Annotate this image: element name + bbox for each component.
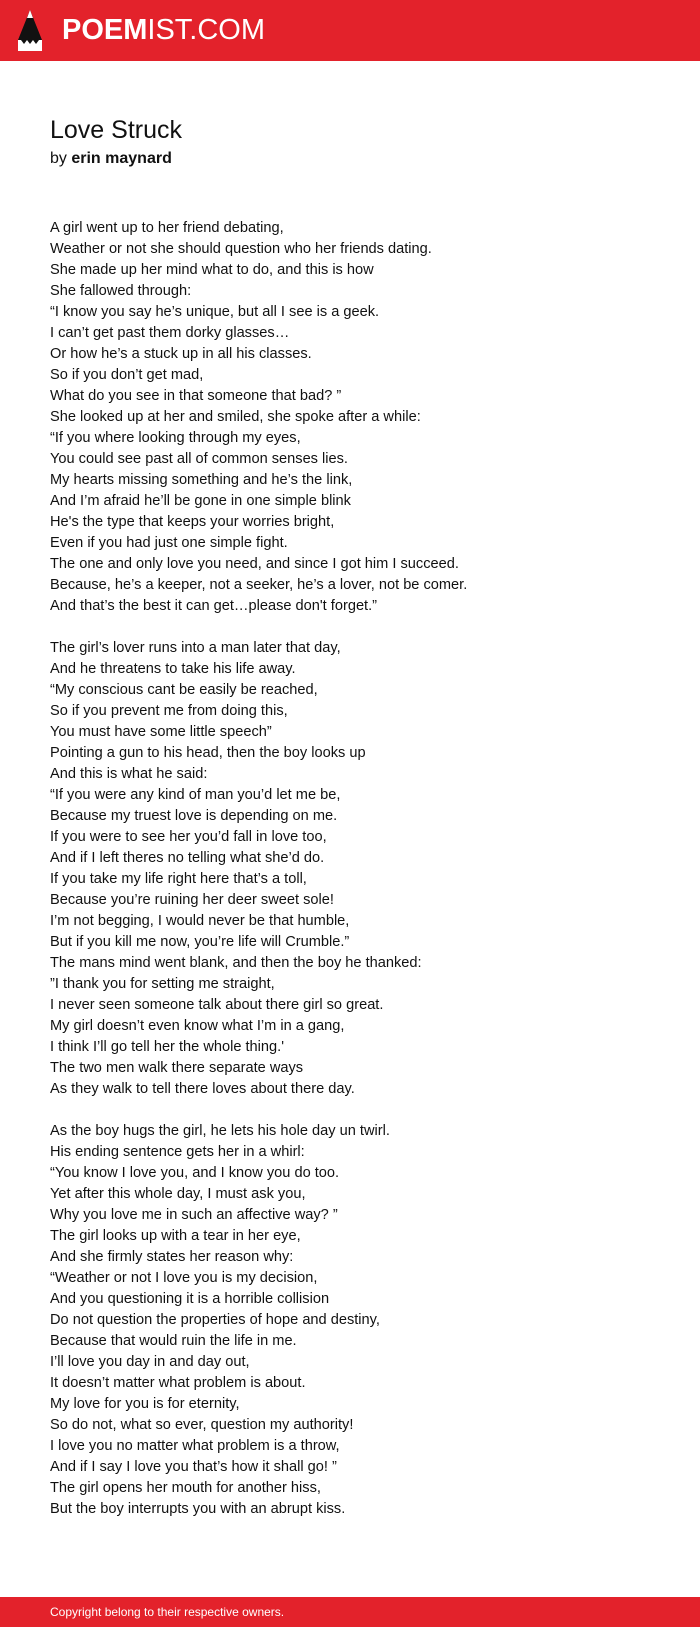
poem-line: I’m not begging, I would never be that humble, [50, 913, 350, 929]
poem-line: And I’m afraid he’ll be gone in one simple blink [50, 493, 351, 509]
poem-title: Love Struck [50, 116, 183, 144]
poem-body [50, 218, 670, 1541]
poem-line: I’ll love you day in and day out, [50, 1354, 250, 1370]
poem-line: The girl’s lover runs into a man later that day, [50, 640, 341, 656]
poem-line: Because that would ruin the life in me. [50, 1333, 297, 1349]
pencil-tip-icon[interactable] [18, 10, 42, 51]
poem-line: “You know I love you, and I know you do too. [50, 1165, 340, 1181]
poem-line: As they walk to tell there loves about there day. [50, 1081, 355, 1097]
poem-line: The one and only love you need, and since I got him I succeed. [50, 556, 459, 572]
poem-line: Because you’re ruining her deer sweet sole! [50, 892, 334, 908]
poem-line: The girl looks up with a tear in her eye, [50, 1228, 301, 1244]
poem-line: And you questioning it is a horrible collision [50, 1291, 330, 1307]
poem-line: Weather or not she should question who her friends dating. [50, 241, 432, 257]
byline [50, 148, 660, 170]
poem-line: Even if you had just one simple fight. [50, 535, 288, 551]
poem-header [50, 112, 660, 170]
poem-line: What do you see in that someone that bad? ” [50, 388, 342, 404]
poem-line: “My conscious cant be easily be reached, [50, 682, 318, 698]
poem-line: The girl opens her mouth for another hiss, [50, 1480, 321, 1496]
poem-line: ”I thank you for setting me straight, [50, 976, 275, 992]
poem-line: Why you love me in such an affective way? ” [50, 1207, 338, 1223]
poem-line: I love you no matter what problem is a throw, [50, 1438, 340, 1454]
poem-line: You could see past all of common senses lies. [50, 451, 348, 467]
poem-line: My girl doesn’t even know what I’m in a gang, [50, 1018, 345, 1034]
poem-line: Yet after this whole day, I must ask you, [50, 1186, 306, 1202]
poem-line: If you were to see her you’d fall in love too, [50, 829, 327, 845]
poem-line: I never seen someone talk about there girl so great. [50, 997, 384, 1013]
poem-line: As the boy hugs the girl, he lets his hole day un twirl. [50, 1123, 390, 1139]
poem-line: His ending sentence gets her in a whirl: [50, 1144, 305, 1160]
poem-line: And if I say I love you that’s how it shall go! ” [50, 1459, 337, 1475]
poem-stanza [50, 638, 670, 1100]
poem-line: And he threatens to take his life away. [50, 661, 296, 677]
poem-line: She fallowed through: [50, 283, 192, 299]
poem-line: Do not question the properties of hope and destiny, [50, 1312, 380, 1328]
poem-line: My love for you is for eternity, [50, 1396, 240, 1412]
poem-line: But if you kill me now, you’re life will Crumble.” [50, 934, 350, 950]
brand-bold: POEM [62, 14, 148, 46]
by-label: by [50, 150, 67, 167]
poem-line: “If you were any kind of man you’d let me be, [50, 787, 341, 803]
poem-line: “If you where looking through my eyes, [50, 430, 301, 446]
poem-line: And if I left theres no telling what she’d do. [50, 850, 325, 866]
poem-line: So do not, what so ever, question my authority! [50, 1417, 354, 1433]
poem-stanza [50, 1121, 670, 1520]
site-logo-text[interactable] [62, 12, 265, 48]
poem-stanza [50, 218, 670, 617]
poem-line: Because my truest love is depending on me. [50, 808, 338, 824]
poem-line: You must have some little speech” [50, 724, 272, 740]
poem-line: “I know you say he’s unique, but all I see is a geek. [50, 304, 380, 320]
site-footer [0, 1597, 700, 1627]
poem-line: Because, he’s a keeper, not a seeker, he’s a lover, not be comer. [50, 577, 468, 593]
copyright-text: Copyright belong to their respective owners. [50, 1605, 285, 1619]
poem-line: My hearts missing something and he’s the link, [50, 472, 353, 488]
poem-line: Pointing a gun to his head, then the boy looks up [50, 745, 366, 761]
poem-line: The two men walk there separate ways [50, 1060, 304, 1076]
poem-line: Or how he’s a stuck up in all his classes. [50, 346, 312, 362]
poem-line: I think I’ll go tell her the whole thing.' [50, 1039, 284, 1055]
poem-line: So if you don’t get mad, [50, 367, 204, 383]
poem-line: I can’t get past them dorky glasses… [50, 325, 290, 341]
poem-line: And this is what he said: [50, 766, 208, 782]
poem-line: The mans mind went blank, and then the boy he thanked: [50, 955, 422, 971]
poem-line: A girl went up to her friend debating, [50, 220, 284, 236]
poem-line: And that’s the best it can get…please don't forget.” [50, 598, 378, 614]
poem-line: She made up her mind what to do, and this is how [50, 262, 374, 278]
poem-line: “Weather or not I love you is my decision, [50, 1270, 318, 1286]
author-name: erin maynard [71, 150, 172, 167]
poem-line: And she firmly states her reason why: [50, 1249, 294, 1265]
site-header [0, 0, 700, 61]
poem-line: She looked up at her and smiled, she spoke after a while: [50, 409, 421, 425]
poem-line: It doesn’t matter what problem is about. [50, 1375, 306, 1391]
poem-line: If you take my life right here that’s a toll, [50, 871, 307, 887]
poem-line: He's the type that keeps your worries bright, [50, 514, 335, 530]
poem-line: So if you prevent me from doing this, [50, 703, 288, 719]
poem-line: But the boy interrupts you with an abrupt kiss. [50, 1501, 346, 1517]
brand-light: IST.COM [147, 14, 266, 46]
